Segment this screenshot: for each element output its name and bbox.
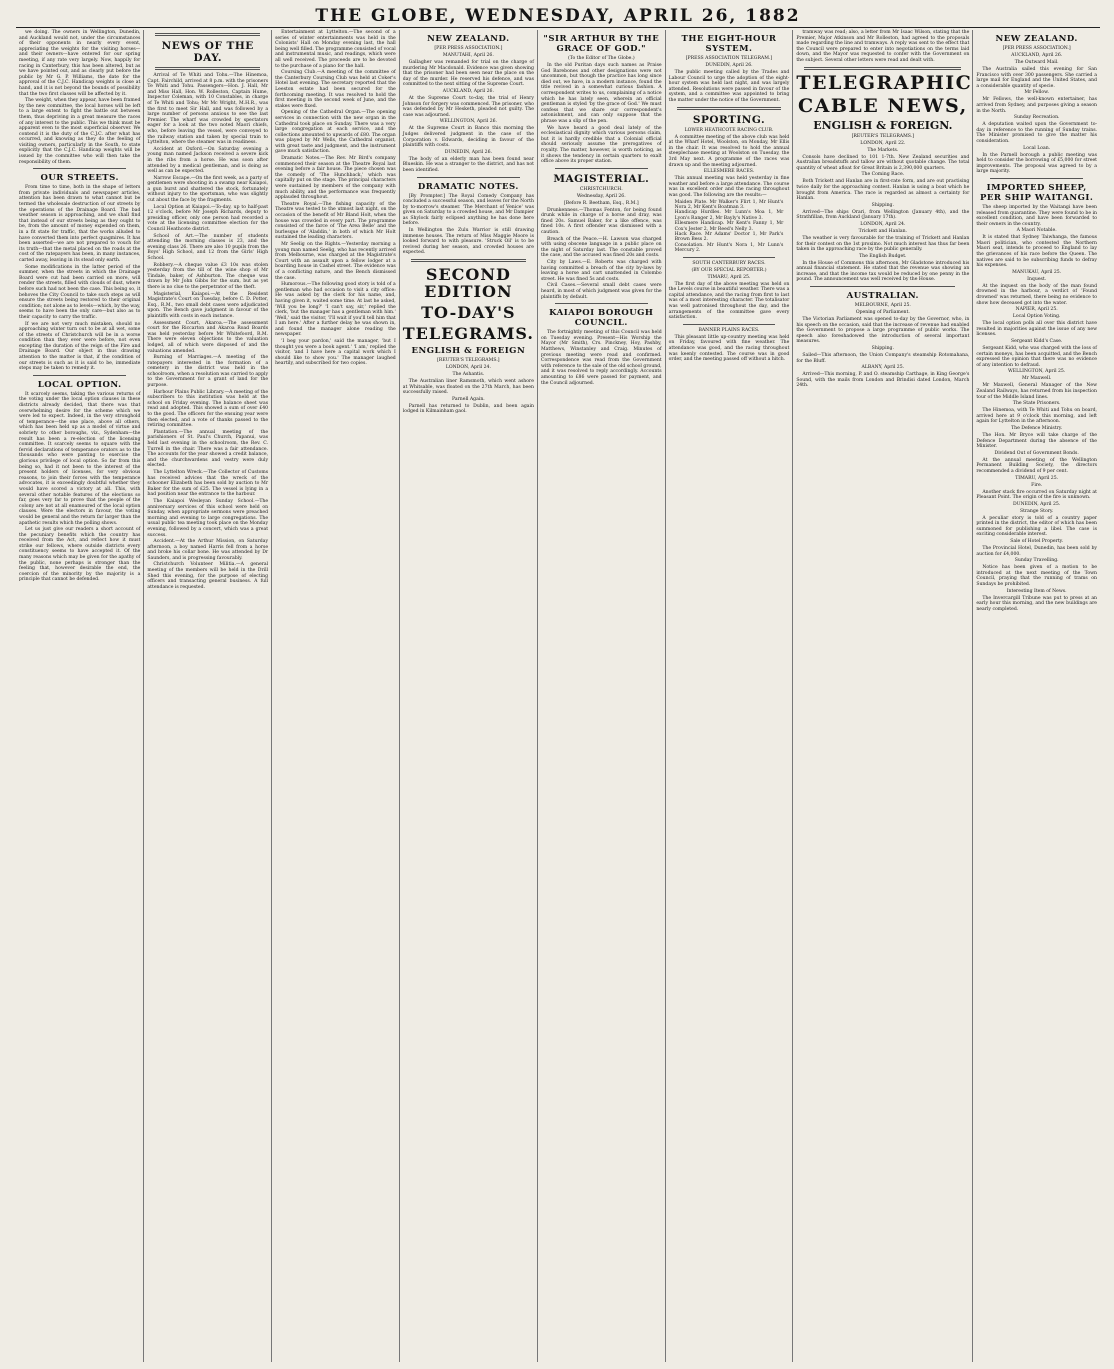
headline-news-of-the-day: NEWS OF THE DAY.: [161, 40, 254, 64]
divider: [417, 177, 520, 178]
article-paragraph: A deputation waited upon the Government to-day in reference to the running of Sunday trains. The Minister promised to give the matter his consideration.: [976, 122, 1098, 144]
article-paragraph: we doing. The owners in Wellington, Dunedin, and Auckland would not, under the circumstances of their opponents in nearly every event, appreciating the weights for the visiting horses—and their owners—have entered for our spring meeting, if any rate very largely. Now, happily for racing in Canterbury, this has been altered, but as we have pointed out, and as clearly put before the public by Mr G. P. Williams, the date for the approval of the C.J.C. Handicap weights is close at hand, and it is not beyond the bounds of possibility that the two first classes will be affected by it.: [19, 30, 141, 97]
subhead: SOUTH CANTERBURY RACES.: [692, 260, 766, 266]
item-title: Opening of Parliament.: [855, 310, 910, 316]
article-paragraph: The Australian liner Ramsmoth, which went ashore at Whitsable, was floated on the 27th March, has been successfully raised.: [402, 379, 534, 396]
news-item: Opening of the Cathedral Organ.—The opening services in connection with the new organ in the Cathedral took place on Sunday. There was a very large congregation at each service, and the collections amounted to upwards of £80. The organ was played by Mr Wells, the Cathedral organist, with great taste and judgment, and the instrument gave much satisfaction.: [275, 110, 396, 155]
english-foreign-subhead: ENGLISH & FOREIGN.: [813, 118, 953, 132]
item-title: Shipping.: [871, 202, 894, 208]
headline-new-zealand: NEW ZEALAND.: [427, 34, 510, 44]
divider: [411, 259, 526, 262]
column-1: [16, 30, 143, 1362]
divider: [677, 107, 782, 110]
news-item: Assessment Court, Akaroa.—The assessment court for the Riccarton and Akaroa Road Boards was held yesterday before Mr Whitefoord, R.M. There were eleven objections to the valuation lodged, all of which were disposed of and the valuations amended.: [147, 320, 269, 354]
dateline: DUNEDIN, April 26.: [444, 149, 492, 155]
article-paragraph: The weight, when they appear, have been framed by the new committee, the local horses will be left to a large extent to fight the battle out between them, thus depriving in a great measure the races of any interest to the public. This we think must be apparent even to the most superficial observer. We contend it is the duty of the C.J.C. after what has occurred, and knowing as they do the feeling of visiting owners, particularly in the South, to state explicitly that the C.J.C. Handicap weights will be issued by the committee who will then take the responsibility of them.: [19, 98, 141, 165]
subhead: [PER PRESS ASSOCIATION.]: [1002, 46, 1071, 51]
column-5: [537, 30, 665, 1362]
news-item: The Kaiapoi Wesleyan Sunday School.—The anniversary services of this school were held on Sunday, when appropriate sermons were preached morning and evening to large congregations. The usual public tea meeting took place on the Monday evening, followed by a concert, which was a great success.: [147, 498, 269, 538]
headline-magisterial: MAGISTERIAL.: [553, 172, 650, 185]
news-item: Entertainment at Lyttelton.—The second of a series of winter entertainments was held in the Colonists' Hall on Monday evening last, the hall being well filled. The programme consisted of vocal and instrumental music, and readings, which were all well received. The proceeds are to be devoted to the purchase of a piano for the hall.: [275, 30, 396, 69]
article-paragraph: In the House of Commons this afternoon, Mr Gladstone introduced his annual financial statement. He stated that the revenue was showing an increase, and that the income tax would be reduced by one penny in the pound. The announcement was well received by the House.: [796, 260, 970, 283]
columns: [16, 30, 1100, 1362]
article-paragraph: The public meeting called by the Trades and Labour Council to urge the adoption of the eight-hour system was held last night, and was largely attended. Resolutions were passed in favour of the system, and a committee was appointed to bring the matter under the notice of the Government.: [668, 70, 790, 103]
item-title: Interesting Item of News.: [1006, 588, 1067, 594]
item-title: Dividend Out of Government Bonds.: [994, 450, 1079, 456]
dateline: MANUKAU, April 25.: [1012, 269, 1062, 275]
divider: [555, 303, 648, 304]
news-item: Christchurch Volunteer Militia.—A general meeting of the members will be held in the Drill Shed this evening, for the purpose of electing officers and transacting general business. A full attendance is requested.: [147, 562, 269, 590]
masthead-rule: [16, 27, 1100, 28]
divider: [683, 324, 776, 325]
news-item: Dramatic Notes.—The Rev. Mr Bird's company commenced their season at the Theatre Royal last evening before a fair house. The piece chosen was the comedy of 'The Hunchback,' which was capitally put on the stage. The principal characters were sustained by members of the company with much ability, and the performance was frequently applauded throughout.: [275, 156, 396, 201]
headline-sporting: SPORTING.: [692, 113, 766, 126]
article-paragraph: The first day of the above meeting was held on the Levels course in beautiful weather. There was a capital attendance, and the racing from first to last was of a most interesting character. The totalisator was well patronised throughout the day, and the arrangements of the committee gave every satisfaction.: [668, 281, 790, 321]
dateline: MANUTAHI, April 26.: [442, 53, 494, 58]
item-title: Strange Story.: [1019, 508, 1054, 514]
dateline: AUCKLAND, April 26.: [442, 88, 494, 94]
dateline: NAPIER, April 25.: [1015, 307, 1058, 313]
divider: [155, 33, 260, 36]
article-paragraph: The Invercargill Tribune was put to press at an early hour this morning, and the new buildings are nearly completed.: [976, 595, 1098, 612]
race-result: Ellesmere Handicap. Mr Kent's Fanny 1, Mr Cox's Jester 2, Mr Reed's Nelly 3.: [674, 221, 784, 232]
article-paragraph: Breach of the Peace.—H. Lawson was charged with using obscene language in a public place on the night of Saturday last. The constable proved the case, and the accused was fined 20s and costs.: [540, 236, 662, 259]
news-item: School of Art.—The number of students attending the morning classes is 23, and the evening class 26. There are also 10 pupils from the Boys' High School, and 12 from the Girls' High School.: [147, 233, 269, 261]
todays-banner: TO-DAY'S: [421, 303, 516, 323]
article-paragraph: City by Laws.—E. Roberts was charged with having committed a breach of the city by-laws by leaving a horse and cart unattended in Colombo street. He was fined 5s and costs.: [540, 260, 662, 282]
article-paragraph: In the Parnell borough a public meeting was held to consider the borrowing of £5,000 for street improvements. The proposal was agreed to by a large majority.: [976, 152, 1098, 175]
article-paragraph: The body of an elderly man has been found near Blueskin. He was a stranger to the district, and has not been identified.: [402, 156, 534, 173]
subhead: (To the Editor of The Globe.): [567, 56, 635, 61]
headline-kaiapoi-council: KAIAPOI BOROUGH COUNCIL.: [549, 308, 654, 329]
reuters-subhead: [REUTER'S TELEGRAMS.]: [851, 133, 915, 139]
news-item: Harbour Plains Public Library.—A meeting of the subscribers to this institution was held at the school on Friday evening. The balance sheet was read and adopted. This showed a sum of over £40 to the good. The officers for the ensuing year were then elected, and a vote of thanks passed to the retiring committee.: [147, 389, 269, 429]
article-paragraph: It is stated that Sydney Taiwhanga, the famous Maori politician, who contested the Northern Maori seat, intends to proceed to England to lay the grievances of his race before the Queen. The natives are said to be subscribing funds to defray his expenses.: [976, 235, 1098, 269]
dateline: [Before R. Beetham, Esq., R.M.]: [563, 200, 639, 206]
item-title: Parnell Again.: [451, 396, 485, 402]
divider: [804, 67, 961, 70]
english-foreign-subhead: ENGLISH & FOREIGN: [411, 346, 526, 357]
article-paragraph: tramway was read; also, a letter from Mr Isaac Wilson, stating that the Premier, Major Atkinson and Mr Rolleston, had agreed to the proposals made regarding the line and tramways. A reply was sent to the effect that the Council were prepared to enter into negotiations on the terms laid down, and the Mayor was requested to confer with the Government on the subject. Several other letters were read and dealt with.: [796, 30, 970, 63]
dateline: LONDON, April 22.: [860, 140, 906, 146]
dateline: DUNEDIN, April 25.: [1013, 501, 1061, 507]
item-title: Mr Fellow.: [1024, 90, 1049, 96]
article-paragraph: Arrived—The ships Orari, from Wellington (January 4th), and the Strathfillan, from Auckland (January 17th).: [796, 209, 970, 221]
headline-local-option: LOCAL OPTION.: [37, 379, 122, 390]
article-paragraph: Drunkenness.—Thomas Fenton, for being found drunk while in charge of a horse and dray, was fined 20s. Samuel Baker, for a like offence, was fined 10s. A first offender was dismissed with a caution.: [540, 207, 662, 236]
article-paragraph: At the Supreme Court in Banco this morning the Judges delivered judgment in the case of the Corporation v. Edwards, deciding in favour of the plaintiffs with costs.: [402, 126, 534, 149]
race-result: Maiden Plate. Mr Walker's Flirt 1, Mr Hunt's Nora 2, Mr Kent's Boatman 3.: [674, 199, 784, 210]
headline-our-streets: OUR STREETS.: [40, 173, 119, 184]
dateline: AUCKLAND, April 26.: [1011, 53, 1063, 58]
subhead: LOWER HEATHCOTE RACING CLUB.: [684, 127, 774, 133]
news-item: Robbery.—A cheque value £3 10s was stolen yesterday from the till of the wine shop of Mr Tindale, baker, of Ashburton. The cheque was drawn by Mr John Gibbs for the sum, but as yet there is no clue to the perpetrator of the theft.: [147, 262, 269, 290]
article-paragraph: This annual meeting was held yesterday in fine weather and before a large attendance. The course was in excellent order and the racing throughout was good. The following are the results:—: [668, 176, 790, 198]
race-result: Consolation. Mr Hunt's Nora 1, Mr Lunn's Mercury 2.: [674, 242, 784, 254]
item-title: Local Loan.: [1023, 145, 1051, 151]
item-title: Mr Maxwell.: [1021, 376, 1052, 382]
dateline: TIMARU, April 25.: [1015, 475, 1059, 481]
article-paragraph: From time to time, both in the shape of letters from private individuals and newspaper articles, attention has been drawn to what cannot but be termed the wholesale destruction of our streets by the operations of the Drainage Board. The bad weather season is approaching, and we shall find that instead of our streets being as they ought to be, from the amount of money expended on them, in a fit state for traffic, that the works alluded to have converted them into perfect quagmires. It has been asserted—we are not prepared to vouch for its truth—that the metal placed on the roads at the cost of the ratepayers has been, in many instances, carted away, leaving in its stead only earth.: [19, 185, 141, 263]
article-paragraph: A peculiar story is told of a country paper printed in the district, the editor of which has been summoned for publishing a libel. The case is exciting considerable interest.: [976, 515, 1098, 538]
second-edition-banner: SECOND EDITION: [424, 265, 513, 302]
article-paragraph: Mr Maxwell, General Manager of the New Zealand Railways, has returned from his inspection tour of the Middle Island lines.: [976, 383, 1098, 400]
dateline: WELLINGTON, April 26.: [439, 119, 498, 125]
subhead: BANNER PLAINS RACES.: [698, 327, 760, 333]
news-item: Magisterial, Kaiapoi.—At the Resident Magistrate's Court on Tuesday, before C. D. Potter, Esq., R.M., two small debt cases were adjudicated upon. The Bench gave judgment in favour of the plaintiffs with costs in each instance.: [147, 291, 269, 319]
item-title: Local Option Voting.: [1012, 314, 1061, 320]
article-paragraph: The weather is very favourable for the training of Trickett and Hanlan for their contest on the 1st proximo. Not much interest has thus far been taken in the approaching race by the public generally.: [796, 235, 970, 253]
article-paragraph: Some modifications in the latter period of the summer, when the streets in which the Drainage Board were cut had been carried on more, will render the streets, filled with clouds of dust, where before such had not been the case. This being so, it behoves the City Council to take such steps as will ensure the streets being restored to their original condition; not alone as to levels—which, by the way, seems to have been the only care—but also as to their capacity to carry the traffic.: [19, 264, 141, 320]
article-paragraph: In Wellington the Zulu Warrior is still drawing immense houses. The return of Miss Maggie Moore is looked forward to with pleasure. 'Struck Oil' is to be revived during her season, and crowded houses are expected.: [402, 228, 534, 256]
column-3: [271, 30, 399, 1362]
article-paragraph: Arrived—This morning, P. and O. steamship Carthage, in King George's Sound, with the mails from London and Brindisi dated London, March 24th.: [796, 372, 970, 389]
subhead: (BY OUR SPECIAL REPORTER.): [691, 267, 767, 273]
news-item: Arrival of Te Whiti and Tohu.—The Hinemoa, Capt. Fairchild, arrived at 8 p.m. with the prisoners Te Whiti and Tohu. Passengers—Hon. J. Hall, Mr and Miss Hall, Hon. W. Rolleston, Captain Hume, Inspector Coleman, with 10 Constables, in charge of Te Whiti and Tohu; Mr Mc Wright, M.H.R., was the first to meet Sir Hall, and was followed by a large number of persons anxious to see the last Premier. The wharf was crowded by spectators eager for a look at the two noted Maori chiefs, who, before leaving the vessel, were conveyed to the railway station and taken by special train to Lyttelton, where the steamer was in readiness.: [147, 73, 269, 146]
news-item: 'I beg your pardon,' said the manager, 'but I thought you were a book agent.' 'I am,' replied the visitor, 'and I have here a capital work which I should like to show you.' The manager laughed heartily, and subscribed for two copies.: [275, 339, 396, 367]
article-paragraph: If we are not very much mistaken, should no approaching winter turn out to be at all wet, some of the streets of Christchurch will be in a worse condition than they ever were before, not even excepting the duration of the reign of the Fire and Drainage Board. Our object in thus drawing attention to the matter is that, if the condition of our streets is such as it is said to be, immediate steps may be taken to remedy it.: [19, 321, 141, 372]
item-title: Sunday Travelling.: [1014, 558, 1059, 564]
article-paragraph: Sailed—This afternoon, the Union Company's steamship Rotomahana, for the Bluff.: [796, 353, 970, 364]
article-paragraph: Notice has been given of a motion to be introduced at the next meeting of the Town Council, praying that the running of trams on Sundays be prohibited.: [976, 565, 1098, 588]
article-paragraph: [By Prompter.] The Royal Comedy Company has concluded a successful season, and leaves for the North by to-morrow's steamer. 'The Merchant of Venice' was given on Saturday to a crowded house, and Mr Dampier as Shylock fairly eclipsed anything he has done here before.: [402, 193, 534, 227]
news-item: Mr Seelig on the Rights.—Yesterday morning a young man named Seelig, who has recently arrived from Melbourne, was charged at the Magistrate's Court with an assault upon a fellow lodger at a boarding house in Cashel street. The evidence was of a conflicting nature, and the Bench dismissed the case.: [275, 241, 396, 281]
race-result: Hack Race. Mr Adams' Doctor 1, Mr Park's Brown Bess 2.: [674, 231, 784, 243]
divider: [555, 168, 648, 169]
column-8: [972, 30, 1100, 1362]
divider: [33, 168, 126, 169]
article-paragraph: The Hinemoa, with Te Whiti and Tohu on board, arrived here at 9 o'clock this morning, and left again for Lyttelton in the afternoon.: [976, 408, 1098, 425]
item-title: The Coming Race.: [861, 172, 905, 178]
dateline: Wednesday, April 26.: [576, 193, 626, 199]
item-title: The Defence Ministry.: [1011, 425, 1063, 431]
headline-dramatic-notes: DRAMATIC NOTES.: [417, 181, 519, 192]
item-title: Inquest.: [1027, 276, 1047, 282]
article-paragraph: Parnell has returned to Dublin, and been again lodged in Kilmainham gaol.: [402, 403, 534, 415]
dateline: ALBANY, April 25.: [861, 365, 905, 371]
article-paragraph: The Australia sailed this evening for San Francisco with over 300 passengers. She carried a large mail for England and the United States, and a considerable quantity of specie.: [976, 67, 1098, 89]
subhead: [PER PRESS ASSOCIATION.]: [434, 46, 503, 51]
news-item: Theatre Royal.—The fishing capacity of the Theatre was tested to the utmost last night, on the occasion of the benefit of Mr Bland Holt, when the house was crowded in every part. The programme consisted of the farce of 'The Area Belle' and the burlesque of 'Aladdin,' in both of which Mr Holt sustained the leading characters.: [275, 201, 396, 241]
item-title: Trickett and Hanlan.: [858, 228, 908, 234]
item-title: The Markets.: [867, 147, 899, 153]
item-title: Shipping.: [871, 346, 894, 352]
item-title: The English Budget.: [859, 253, 907, 259]
article-paragraph: A committee meeting of the above club was held at the Wharf Hotel, Woolston, on Monday, Mr Ellis in the chair. It was resolved to hold the annual steeplechase meeting at Woolston on Tuesday, the 3rd May next. A programme of the races was drawn up and the meeting adjourned.: [668, 134, 790, 168]
news-item: The Lyttelton Wreck.—The Collector of Customs has received advices that the wreck of the schooner Elizabeth has been sold by auction to Mr Baker for the sum of £25. The vessel is lying in a bad position near the entrance to the harbour.: [147, 469, 269, 498]
item-title: Sunday Recreation.: [1013, 115, 1060, 121]
news-item: Plantation.—The annual meeting of the parishioners of St. Paul's Church, Papanui, was held last evening in the schoolroom, the Rev. C. Turrell in the chair. There was a fair attendance. The accounts for the year showed a credit balance, and the churchwardens and vestry were duly elected.: [147, 429, 269, 469]
column-6: [665, 30, 793, 1362]
article-paragraph: Let us just give our readers a short account of the pecuniary benefits which the country has received from the Act, and reflect how it must strike our fellows, where outside districts every constituency seems to have accepted it. Of the many reasons which may be given for the apathy of the public, none perhaps is stronger than the feeling that, however desirable the end, the coercion of the minority by the majority is a principle that cannot be defended.: [19, 527, 141, 583]
news-item: Narrow Escape.—On the first week, as a party of gentlemen were shooting in a swamp near Kaiapoi, a gun burst and shattered the stock, fortunately without injury to the sportsman, who was slightly cut about the face by the fragments.: [147, 175, 269, 204]
article-paragraph: It scarcely seems, taking the various returns of the voting under the local option clauses in these districts already decided, that there was that overwhelming desire for the scheme which we were led to expect. Indeed, in the very stronghold of temperance—the one place, above all others, which has been held up as a model of virtue and sobriety to other boroughs, viz., Sydenham—the result has been a re-election of the licensing committee. It scarcely seems to square with the fervid declarations of temperance orators as to the thousands who were panting to exercise the glorious privilege of local option. So far from this being so, had it not been to the interest of the present holders of licenses, for very obvious reasons, to join their forces with the temperance advocates, it is exceedingly doubtful whether they would have scored a victory at all. This, with several other notable features of the elections so far, goes very far to prove that the people of the colony are not at all enamoured of the local option clauses. Were the electors in favour, the voting would be general and the return far larger than the apathetic results which the polling shows.: [19, 391, 141, 526]
headline-eight-hour: THE EIGHT-HOUR SYSTEM.: [681, 34, 777, 54]
reuters-subhead: [REUTER'S TELEGRAMS.]: [437, 358, 500, 364]
item-title: The Outward Mail.: [1014, 60, 1059, 65]
article-paragraph: Gallagher was remanded for trial on the charge of murdering Mr Macdonald. Evidence was given showing that the prisoner had been seen near the place on the day of the murder. He reserved his defence, and was committed to the next sitting of the Supreme Court.: [402, 60, 534, 88]
item-title: Fire.: [1031, 482, 1043, 488]
article-paragraph: Both Trickett and Hanlan are in first-rate form, and are out practising twice daily for the approaching contest. Hanlan is using a boat which he brought from America. The race is regarded as almost a certainty for Hanlan.: [796, 179, 970, 202]
dateline: DUNEDIN, April 26.: [705, 63, 753, 68]
item-title: Sale of Hotel Property.: [1010, 539, 1064, 545]
news-item: Coursing Club.—A meeting of the committee of the Canterbury Coursing Club was held at Coker's Hotel last evening. The secretary reported that the Leeston estate had been secured for the forthcoming meeting. It was resolved to hold the first meeting in the second week of June, and the stakes were fixed.: [275, 70, 396, 109]
telegraphic-banner: TELEGRAPHIC: [796, 71, 973, 94]
column-7: [792, 30, 972, 1362]
article-paragraph: The Provincial Hotel, Dunedin, has been sold by auction for £4,000.: [976, 546, 1098, 557]
dateline: LONDON, April 24.: [445, 365, 491, 371]
cable-news-banner: CABLE NEWS,: [797, 94, 968, 117]
article-paragraph: We have heard a good deal lately of the ecclesiastical dignity which various persons claim, but it is hardly credible that a Colonial official should seriously assume the prerogatives of royalty. The matter, however, is worth noticing, as it shows the tendency in certain quarters to exalt office above its proper station.: [540, 125, 662, 165]
article-paragraph: Mr Fellows, the well-known entertainer, has arrived from Sydney, and purposes giving a season in the North.: [976, 97, 1098, 114]
subhead: CHRISTCHURCH.: [579, 186, 623, 192]
item-title: Sergeant Kidd's Case.: [1010, 339, 1063, 344]
article-paragraph: This pleasant little up-country meeting was held on Friday, favoured with fine weather. The attendance was good, and the racing throughout was keenly contested. The course was in good order, and the meeting passed off without a hitch.: [668, 334, 790, 363]
telegrams-banner: TELEGRAMS.: [402, 324, 534, 344]
article-paragraph: The local option polls all over this district have resulted in majorities against the issue of any new licenses.: [976, 321, 1098, 338]
article-paragraph: Another stack fire occurred on Saturday night at Pleasant Point. The origin of the fire is unknown.: [976, 489, 1098, 501]
headline-new-zealand: NEW ZEALAND.: [995, 34, 1078, 44]
subhead: ELLESMERE RACES.: [703, 169, 755, 175]
dateline: WELLINGTON, April 25.: [1008, 369, 1066, 375]
news-item: Local Option at Kaiapoi.—To-day, up to half-past 12 o'clock, before Mr Joseph Richards, deputy to presiding officer, only one person had recorded a vote at the licensing committee election for the Council Heathcote district.: [147, 204, 269, 233]
masthead: THE GLOBE, WEDNESDAY, APRIL 26, 1882: [315, 6, 801, 26]
race-result: Handicap Hurdles. Mr Lunn's Moa 1, Mr Lyon's Ranger 2, Mr Bayly's Native 3.: [674, 210, 784, 221]
article-paragraph: At the inquest on the body of the man found drowned in the harbour, a verdict of 'Found drowned' was returned, there being no evidence to show how deceased got into the water.: [976, 283, 1098, 306]
column-4: [399, 30, 537, 1362]
article-paragraph: Sergeant Kidd, who was charged with the loss of certain moneys, has been acquitted, and the Bench expressed the opinion that there was no evidence of any intention to defraud.: [976, 346, 1098, 368]
divider: [155, 67, 260, 70]
headline-imported-sheep: IMPORTED SHEEP, PER SHIP WAITANGI.: [979, 182, 1094, 203]
article-paragraph: The Victorian Parliament was opened to-day by the Governor, who, in his speech on the occasion, said that the increase of revenue had enabled the Government to propose a large programme of public works. The speech also foreshadowed the introduction of several important measures.: [796, 317, 970, 345]
article-paragraph: The Hon. Mr Bryce will take charge of the Defence Department during the absence of the Minister.: [976, 432, 1098, 450]
article-paragraph: Consols have declined to 101 1-7th. New Zealand securities and Australian breadstuffs and tallow are without quotable change. The total quantity of wheat afloat for Great Britain is 2,390,000 quarters.: [796, 154, 970, 171]
news-item: Accident at Oxford.—On Saturday evening a young man named Jackson received a severe kick in the ribs from a horse. He was soon after attended by a medical gentleman, and is doing as well as can be expected.: [147, 146, 269, 175]
news-item: Burning of Marriages.—A meeting of the ratepayers interested in the formation of a cemetery in the district was held in the schoolroom, when a resolution was carried to apply to the Government for a grant of land for the purpose.: [147, 355, 269, 389]
news-item: Accident.—At the Arthur Mission, on Saturday afternoon, a boy named Harris fell from a horse and broke his collar bone. He was attended by Dr Saunders, and is progressing favourably.: [147, 539, 269, 561]
divider: [33, 375, 126, 376]
column-2: [143, 30, 271, 1362]
article-paragraph: Civil Cases.—Several small debt cases were heard, in most of which judgment was given for the plaintiffs by default.: [540, 283, 662, 300]
news-item: Humorous.—The following good story is told of a gentleman who had occasion to visit a city office: He was asked by the clerk for his name, and, having given it, waited some time. At last he asked, 'Will you be long?' 'I can't say, sir,' replied the clerk, 'but the manager has a gentleman with him.' 'Well,' said the visitor, 'I'll wait if you'll tell him that I am here.' After a further delay he was shown in, and found the manager alone reading the newspaper.: [275, 282, 396, 338]
article-paragraph: In the old Puritan days such names as Praise God Barebones and other designations were not uncommon, but though the practice has long since died out, we have, in a modern instance, found the title revived in a somewhat curious fashion. A correspondent writes to us, complaining of a notice which he has lately seen, wherein an official gentleman is styled 'by the grace of God.' We must confess that we share our correspondent's astonishment, and can only suppose that the phrase was a slip of the pen.: [540, 63, 662, 124]
dateline: MELBOURNE, April 25.: [854, 303, 911, 309]
item-title: The State Prisoners.: [1012, 401, 1061, 407]
article-paragraph: The fortnightly meeting of this Council was held on Tuesday evening. Present—His Worship the Mayor (Mr Smith), Crs. Pinckney, Hoy, Pashby, Matthews, Winstanley and Craig. Minutes of previous meeting were read and confirmed. Correspondence was read from the Government with reference to the sale of the old school ground, and it was resolved to reply accordingly. Accounts amounting to £86 were passed for payment, and the Council adjourned.: [540, 330, 662, 386]
headline-sir-arthur: "SIR ARTHUR BY THE GRACE OF GOD.": [543, 34, 660, 54]
article-paragraph: At the Supreme Court to-day, the trial of Henry Johnson for forgery was commenced. The prisoner, who was defended by Mr Hesketh, pleaded not guilty. The case was adjourned.: [402, 95, 534, 118]
dateline: LONDON, April 24.: [860, 221, 906, 227]
article-paragraph: The sheep imported by the Waitangi have been released from quarantine. They were found to be in excellent condition, and have been forwarded to their owners in the country.: [976, 204, 1098, 227]
headline-australian: AUSTRALIAN.: [846, 291, 920, 302]
divider: [810, 286, 955, 287]
dateline: TIMARU, April 25.: [707, 274, 751, 280]
subhead: [PRESS ASSOCIATION TELEGRAM.]: [685, 56, 773, 61]
item-title: A Maori Notable.: [1016, 228, 1057, 234]
item-title: The Ashantis.: [452, 372, 485, 378]
divider: [683, 257, 776, 258]
article-paragraph: At the annual meeting of the Wellington Permanent Building Society, the directors recommended a dividend of 9 per cent.: [976, 457, 1098, 474]
divider: [990, 178, 1083, 179]
